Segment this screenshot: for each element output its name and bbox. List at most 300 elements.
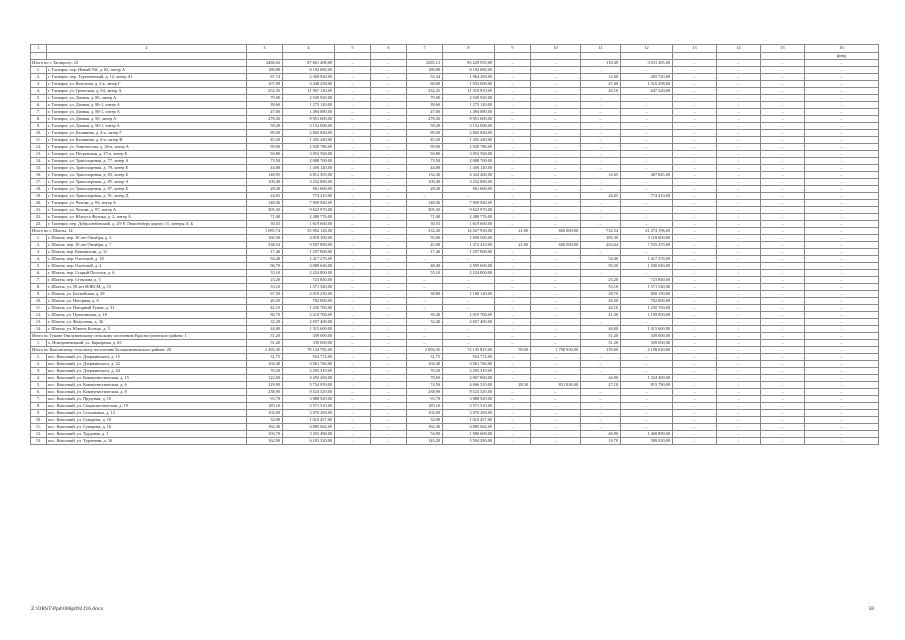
value-cell-col-16: –: [805, 403, 879, 410]
value-cell-col-14: –: [717, 375, 761, 382]
value-cell-col-6: –: [371, 312, 407, 319]
value-cell-col-14: –: [717, 319, 761, 326]
value-cell-col-9: –: [495, 186, 531, 193]
value-cell-col-13: –: [673, 130, 717, 137]
value-cell-col-15: –: [761, 109, 805, 116]
value-cell-col-6: –: [371, 291, 407, 298]
value-cell-col-15: –: [761, 102, 805, 109]
value-cell-col-10: –: [531, 144, 581, 151]
column-number-11: 11: [581, 45, 621, 53]
value-cell-col-15: –: [761, 431, 805, 438]
value-cell-col-4: 3 455 490,00: [283, 431, 335, 438]
value-cell-col-16: –: [805, 319, 879, 326]
value-cell-col-11: 118,49: [581, 60, 621, 67]
value-cell-col-5: –: [335, 200, 371, 207]
column-number-10: 10: [531, 45, 581, 53]
value-cell-col-11: –: [581, 186, 621, 193]
value-cell-col-16: –: [805, 256, 879, 263]
value-cell-col-12: –: [621, 361, 673, 368]
value-cell-col-5: –: [335, 305, 371, 312]
value-cell-col-3: 53,10: [247, 284, 283, 291]
value-cell-col-4: 1 417 276,00: [283, 256, 335, 263]
value-cell-col-7: 47,00: [407, 109, 443, 116]
column-number-12: 12: [621, 45, 673, 53]
row-number: 8.: [31, 403, 47, 410]
value-cell-col-5: –: [335, 410, 371, 417]
table-row: [31, 158, 879, 165]
value-cell-col-15: –: [761, 95, 805, 102]
value-cell-col-14: –: [717, 347, 761, 354]
value-cell-col-11: 23,20: [581, 277, 621, 284]
table-row: [31, 389, 879, 396]
value-cell-col-6: –: [371, 270, 407, 277]
value-cell-col-4: 6 183 320,00: [283, 438, 335, 445]
value-cell-col-14: –: [717, 298, 761, 305]
value-cell-col-14: –: [717, 361, 761, 368]
address-cell: г. Таганрог, ул. Калинина, д. 6-а, литер В: [47, 137, 247, 144]
value-cell-col-14: –: [717, 116, 761, 123]
value-cell-col-6: –: [371, 74, 407, 81]
value-cell-col-14: –: [717, 403, 761, 410]
value-cell-col-5: –: [335, 291, 371, 298]
value-cell-col-3: 129,90: [247, 382, 283, 389]
table-row: [31, 207, 879, 214]
address-cell: пос. Коксовый, ул. Тургенева, д. 16: [47, 438, 247, 445]
value-cell-col-5: –: [335, 263, 371, 270]
value-cell-col-5: –: [335, 60, 371, 67]
value-cell-col-10: –: [531, 417, 581, 424]
value-cell-col-5: –: [335, 319, 371, 326]
value-cell-col-7: 188,00: [407, 67, 443, 74]
value-cell-col-15: –: [761, 228, 805, 235]
value-cell-col-3: 338,54: [247, 242, 283, 249]
value-cell-col-6: –: [371, 172, 407, 179]
value-cell-col-10: –: [531, 60, 581, 67]
column-number-8: 8: [443, 45, 495, 53]
value-cell-col-9: –: [495, 158, 531, 165]
value-cell-col-7: 148,56: [407, 200, 443, 207]
value-cell-col-10: –: [531, 158, 581, 165]
value-cell-col-15: –: [761, 389, 805, 396]
value-cell-col-4: 35 902 126,00: [283, 228, 335, 235]
value-cell-col-12: –: [621, 396, 673, 403]
address-cell: г. Шахты, ул. Южное Кольцо, д. 5: [47, 326, 247, 333]
address-cell: г. Таганрог, ул. Дачная, д. 90-1, литер А: [47, 123, 247, 130]
address-cell: пос. Коксовый, ул. Стахановка, д. 12: [47, 410, 247, 417]
table-row: [31, 284, 879, 291]
value-cell-col-7: 53,34: [407, 74, 443, 81]
value-cell-col-4: 2 088 700,00: [283, 158, 335, 165]
value-cell-col-4: 1 928 780,00: [283, 144, 335, 151]
value-cell-col-12: –: [621, 123, 673, 130]
value-cell-col-16: –: [805, 347, 879, 354]
value-cell-col-9: –: [495, 340, 531, 347]
value-cell-col-8: 2 288 776,00: [443, 214, 495, 221]
value-cell-col-15: –: [761, 312, 805, 319]
value-cell-col-15: –: [761, 158, 805, 165]
value-cell-col-3: 73,50: [247, 158, 283, 165]
value-cell-col-4: 1 297 800,00: [283, 249, 335, 256]
value-cell-col-10: –: [531, 340, 581, 347]
value-cell-col-4: 3 070 200,00: [283, 410, 335, 417]
value-cell-col-12: 3 831 495,00: [621, 60, 673, 67]
row-number: 8.: [31, 284, 47, 291]
value-cell-col-4: 78 124 785,00: [283, 347, 335, 354]
value-cell-col-16: –: [805, 116, 879, 123]
value-cell-col-5: –: [335, 270, 371, 277]
value-cell-col-5: –: [335, 151, 371, 158]
value-cell-col-8: 1 019 700,00: [443, 312, 495, 319]
value-cell-col-13: –: [673, 284, 717, 291]
value-cell-col-12: –: [621, 144, 673, 151]
value-cell-col-6: –: [371, 207, 407, 214]
value-cell-col-3: 188,00: [247, 67, 283, 74]
value-cell-col-13: –: [673, 249, 717, 256]
value-cell-col-11: 47,09: [581, 81, 621, 88]
value-cell-col-6: –: [371, 256, 407, 263]
value-cell-col-16: –: [805, 200, 879, 207]
table-row: [31, 263, 879, 270]
value-cell-col-9: –: [495, 172, 531, 179]
value-cell-col-9: –: [495, 263, 531, 270]
address-cell: г. Таганрог, ул. Транспортная, д. 79, литер Е: [47, 165, 247, 172]
value-cell-col-14: –: [717, 186, 761, 193]
value-cell-col-4: 2 865 840,00: [283, 130, 335, 137]
address-cell: х. Новоровенецкий, ул. Карьерная, д. 65: [47, 340, 247, 347]
value-cell-col-3: 102,00: [247, 410, 283, 417]
value-cell-col-7: 28,30: [407, 186, 443, 193]
value-cell-col-3: 252,35: [247, 88, 283, 95]
column-number-13: 13: [673, 45, 717, 53]
value-cell-col-3: 79,00: [247, 95, 283, 102]
value-cell-col-9: –: [495, 95, 531, 102]
address-cell: пос. Коксовый, ул. Дзержинского, д. 24: [47, 368, 247, 375]
value-cell-col-5: –: [335, 193, 371, 200]
value-cell-col-9: –: [495, 375, 531, 382]
value-cell-col-13: –: [673, 109, 717, 116]
value-cell-col-13: –: [673, 151, 717, 158]
value-cell-col-13: –: [673, 396, 717, 403]
value-cell-col-8: –: [443, 305, 495, 312]
value-cell-col-11: –: [581, 424, 621, 431]
row-number: 18.: [31, 186, 47, 193]
value-cell-col-16: –: [805, 410, 879, 417]
column-number-7: 7: [407, 45, 443, 53]
value-cell-col-15: –: [761, 179, 805, 186]
value-cell-col-15: –: [761, 263, 805, 270]
table-row: [31, 361, 879, 368]
value-cell-col-9: –: [495, 88, 531, 95]
value-cell-col-4: 1 456 120,00: [283, 165, 335, 172]
value-cell-col-16: –: [805, 165, 879, 172]
value-cell-col-14: –: [717, 340, 761, 347]
address-cell: пос. Коксовый, ул. Коммунистическая, д. 8: [47, 389, 247, 396]
value-cell-col-15: –: [761, 165, 805, 172]
value-cell-col-14: –: [717, 235, 761, 242]
value-cell-col-6: –: [371, 298, 407, 305]
value-cell-col-10: –: [531, 221, 581, 228]
value-cell-col-12: 1 468 890,00: [621, 431, 673, 438]
value-cell-col-5: –: [335, 116, 371, 123]
value-cell-col-8: 1 297 800,00: [443, 249, 495, 256]
address-cell: пос. Коксовый, ул. Дзержинского, д. 15: [47, 354, 247, 361]
value-cell-col-16: –: [805, 284, 879, 291]
address-cell: г. Шахты, ул. Нагорный Тупик, д. 31: [47, 305, 247, 312]
address-cell: пос. Коксовый, ул. Суворова, д. 10: [47, 417, 247, 424]
value-cell-col-12: –: [621, 151, 673, 158]
value-cell-col-14: –: [717, 137, 761, 144]
value-cell-col-10: –: [531, 333, 581, 340]
value-cell-col-7: 71,08: [407, 214, 443, 221]
value-cell-col-3: 17,40: [247, 249, 283, 256]
value-cell-col-8: 8 524 320,00: [443, 389, 495, 396]
value-cell-col-12: 858 130,00: [621, 291, 673, 298]
row-number: 10.: [31, 417, 47, 424]
value-cell-col-12: –: [621, 270, 673, 277]
value-cell-col-16: –: [805, 361, 879, 368]
value-cell-col-8: 2 530 920,00: [443, 95, 495, 102]
value-cell-col-8: 3 070 200,00: [443, 410, 495, 417]
value-cell-col-8: 901 600,00: [443, 186, 495, 193]
value-cell-col-11: –: [581, 354, 621, 361]
value-cell-col-14: –: [717, 410, 761, 417]
address-cell: г. Таганрог, ул. Транспортная, д. 91, литер Д: [47, 193, 247, 200]
value-cell-col-3: 100,40: [247, 179, 283, 186]
value-cell-col-6: –: [371, 438, 407, 445]
value-cell-col-11: –: [581, 389, 621, 396]
value-cell-col-7: 39,60: [407, 102, 443, 109]
value-cell-col-9: –: [495, 277, 531, 284]
value-cell-col-11: –: [581, 396, 621, 403]
value-cell-col-11: –: [581, 130, 621, 137]
value-cell-col-9: –: [495, 102, 531, 109]
value-cell-col-8: –: [443, 193, 495, 200]
value-cell-col-14: –: [717, 81, 761, 88]
value-cell-col-15: –: [761, 137, 805, 144]
value-cell-col-4: 5 152 000,00: [283, 123, 335, 130]
value-cell-col-3: 39,60: [247, 102, 283, 109]
value-cell-col-3: 58,20: [247, 123, 283, 130]
value-cell-col-12: –: [621, 424, 673, 431]
value-cell-col-3: 148,95: [247, 172, 283, 179]
value-cell-col-11: 24,05: [581, 193, 621, 200]
value-cell-col-12: –: [621, 417, 673, 424]
value-cell-col-14: –: [717, 228, 761, 235]
value-cell-col-8: 1 010 457,00: [443, 417, 495, 424]
value-cell-col-6: –: [371, 382, 407, 389]
value-cell-col-13: –: [673, 102, 717, 109]
value-cell-col-13: –: [673, 123, 717, 130]
table-row: [31, 256, 879, 263]
value-cell-col-14: –: [717, 144, 761, 151]
value-cell-col-4: 954 772,00: [283, 354, 335, 361]
table-row: [31, 417, 879, 424]
value-cell-col-5: –: [335, 326, 371, 333]
value-cell-col-7: 45,20: [407, 137, 443, 144]
value-cell-col-10: –: [531, 235, 581, 242]
value-cell-col-12: –: [621, 207, 673, 214]
value-cell-col-13: –: [673, 270, 717, 277]
value-cell-col-3: 54,40: [247, 256, 283, 263]
value-cell-col-12: –: [621, 95, 673, 102]
address-cell: г. Шахты, пер. 10 лет Октября, д. 7: [47, 242, 247, 249]
row-number: 1.: [31, 67, 47, 74]
value-cell-col-8: 6 192 060,00: [443, 67, 495, 74]
value-cell-col-5: –: [335, 431, 371, 438]
table-row: [31, 396, 879, 403]
value-cell-col-7: 332,20: [407, 228, 443, 235]
value-cell-col-9: –: [495, 312, 531, 319]
value-cell-col-8: 4 324 460,00: [443, 172, 495, 179]
address-cell: г. Таганрог, ул. Ватутина, д. 2 в, литер Г: [47, 81, 247, 88]
value-cell-col-11: –: [581, 67, 621, 74]
column-number-14: 14: [717, 45, 761, 53]
value-cell-col-15: –: [761, 74, 805, 81]
value-cell-col-6: –: [371, 116, 407, 123]
value-cell-col-15: –: [761, 403, 805, 410]
value-cell-col-6: –: [371, 137, 407, 144]
value-cell-col-12: 339 000,00: [621, 333, 673, 340]
value-cell-col-14: –: [717, 165, 761, 172]
value-cell-col-11: –: [581, 137, 621, 144]
value-cell-col-6: –: [371, 389, 407, 396]
value-cell-col-8: 14 027 930,00: [443, 228, 495, 235]
value-cell-col-15: –: [761, 116, 805, 123]
value-cell-col-12: –: [621, 354, 673, 361]
value-cell-col-5: –: [335, 403, 371, 410]
header-spacer-cell: [581, 53, 621, 60]
value-cell-col-16: –: [805, 312, 879, 319]
address-cell: г. Шахты, ул. Пушкинская, д. 18: [47, 312, 247, 319]
value-cell-col-3: 93,70: [247, 396, 283, 403]
value-cell-col-16: –: [805, 242, 879, 249]
table-row: [31, 214, 879, 221]
value-cell-col-7: 143,20: [407, 438, 443, 445]
row-number: 11.: [31, 137, 47, 144]
value-cell-col-6: –: [371, 165, 407, 172]
value-cell-col-12: –: [621, 186, 673, 193]
value-cell-col-9: –: [495, 74, 531, 81]
value-cell-col-10: –: [531, 389, 581, 396]
value-cell-col-15: –: [761, 354, 805, 361]
value-cell-col-10: –: [531, 179, 581, 186]
row-number: 3.: [31, 249, 47, 256]
value-cell-col-7: 185,10: [407, 403, 443, 410]
table-row: [31, 438, 879, 445]
value-cell-col-11: 105,30: [581, 235, 621, 242]
address-cell: г. Таганрог, ул. Калинина, д. 4-а, литер Г: [47, 130, 247, 137]
row-number: 5.: [31, 263, 47, 270]
value-cell-col-15: –: [761, 305, 805, 312]
address-cell: г. Шахты, ул. Федосеева, д. 36: [47, 319, 247, 326]
value-cell-col-9: –: [495, 144, 531, 151]
value-cell-col-11: 48,80: [581, 431, 621, 438]
value-cell-col-3: 51,20: [247, 333, 283, 340]
value-cell-col-4: 2 293 319,00: [283, 368, 335, 375]
value-cell-col-4: 8 951 600,00: [283, 116, 335, 123]
table-row: [31, 326, 879, 333]
address-cell: г. Таганрог, ул. Петровская, д. 27-а, литер Б: [47, 151, 247, 158]
value-cell-col-7: 93,70: [407, 396, 443, 403]
value-cell-col-3: 23,20: [247, 277, 283, 284]
value-cell-col-4: 4 885 062,00: [283, 424, 335, 431]
value-cell-col-13: –: [673, 431, 717, 438]
row-number: 2.: [31, 74, 47, 81]
value-cell-col-14: –: [717, 333, 761, 340]
value-cell-col-10: 1 790 950,00: [531, 347, 581, 354]
value-cell-col-14: –: [717, 123, 761, 130]
row-number: 6.: [31, 270, 47, 277]
value-cell-col-14: –: [717, 312, 761, 319]
value-cell-col-5: –: [335, 102, 371, 109]
value-cell-col-15: –: [761, 382, 805, 389]
value-cell-col-11: –: [581, 368, 621, 375]
value-cell-col-11: 263,64: [581, 242, 621, 249]
value-cell-col-5: –: [335, 95, 371, 102]
value-cell-col-7: 44,80: [407, 165, 443, 172]
value-cell-col-10: –: [531, 375, 581, 382]
value-cell-col-15: –: [761, 333, 805, 340]
value-cell-col-11: –: [581, 403, 621, 410]
value-cell-col-16: –: [805, 67, 879, 74]
value-cell-col-12: 782 000,00: [621, 298, 673, 305]
header-spacer-cell: [335, 53, 371, 60]
address-cell: г. Таганрог, ул. Транспортная, д. 83, литер Б: [47, 172, 247, 179]
table-row: [31, 242, 879, 249]
value-cell-col-8: 5 571 510,00: [443, 403, 495, 410]
value-cell-col-6: –: [371, 326, 407, 333]
value-cell-col-13: –: [673, 74, 717, 81]
value-cell-col-11: 139,60: [581, 347, 621, 354]
row-number: 7.: [31, 277, 47, 284]
value-cell-col-10: –: [531, 368, 581, 375]
row-number: 12.: [31, 144, 47, 151]
table-row: [31, 270, 879, 277]
row-number: 6.: [31, 389, 47, 396]
value-cell-col-4: 339 000,00: [283, 340, 335, 347]
row-number: 19.: [31, 193, 47, 200]
value-cell-col-10: –: [531, 256, 581, 263]
value-cell-col-6: –: [371, 340, 407, 347]
value-cell-col-9: –: [495, 151, 531, 158]
value-cell-col-3: 32,20: [247, 319, 283, 326]
value-cell-col-13: –: [673, 319, 717, 326]
value-cell-col-6: –: [371, 95, 407, 102]
address-cell: г. Таганрог, пер. Тургеневский, д. 12, литер А1: [47, 74, 247, 81]
value-cell-col-11: 53,10: [581, 284, 621, 291]
header-spacer-cell: [247, 53, 283, 60]
value-cell-col-16: –: [805, 424, 879, 431]
value-cell-col-3: 96,70: [247, 263, 283, 270]
value-cell-col-8: 1 964 200,00: [443, 74, 495, 81]
value-cell-col-5: –: [335, 361, 371, 368]
value-cell-col-7: 102,40: [407, 361, 443, 368]
value-cell-col-8: 3 232 880,00: [443, 179, 495, 186]
value-cell-col-5: –: [335, 144, 371, 151]
value-cell-col-13: –: [673, 263, 717, 270]
value-cell-col-7: 38,80: [407, 291, 443, 298]
value-cell-col-9: –: [495, 221, 531, 228]
value-cell-col-12: –: [621, 319, 673, 326]
address-cell: г. Таганрог, ул. Транспортная, д. 85, литер А: [47, 179, 247, 186]
address-cell: г. Шахты, пер. Старый Поселок, д. 6: [47, 270, 247, 277]
value-cell-col-10: –: [531, 263, 581, 270]
value-cell-col-3: 28,30: [247, 186, 283, 193]
value-cell-col-8: –: [443, 340, 495, 347]
value-cell-col-16: –: [805, 417, 879, 424]
address-cell: г. Шахты, ул. 50 лет ВЛКСМ, д. 15: [47, 284, 247, 291]
row-number: 11.: [31, 305, 47, 312]
